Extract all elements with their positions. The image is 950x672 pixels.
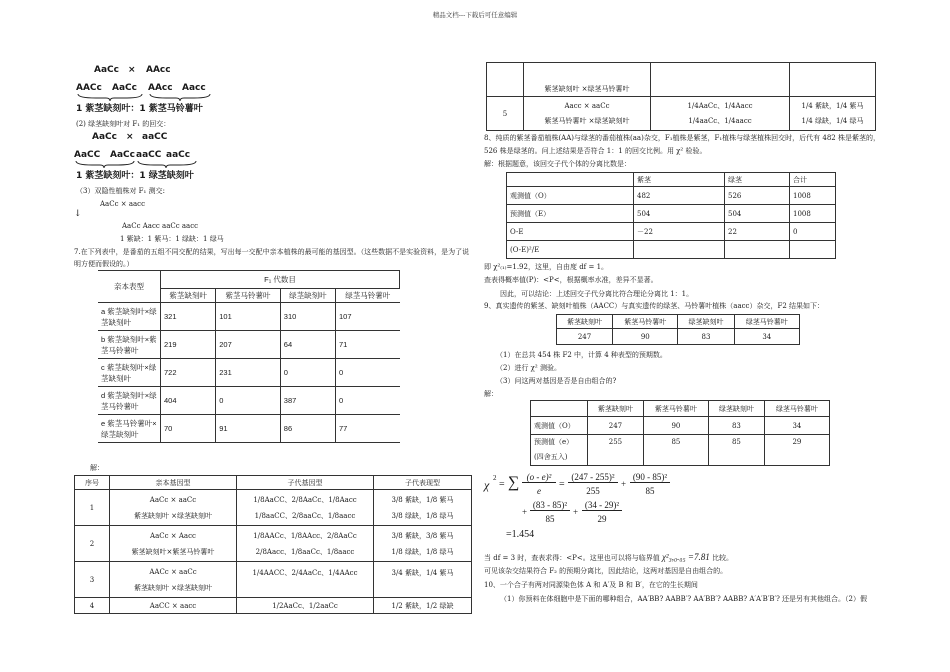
plus-sign-3: + bbox=[573, 507, 579, 517]
t7-cell: 0 bbox=[280, 359, 335, 387]
table-row bbox=[75, 598, 472, 614]
answer-9-label: 解： bbox=[484, 390, 498, 398]
t8-cell: 504 bbox=[725, 205, 790, 223]
table-row bbox=[98, 303, 400, 331]
t7-row-label: d 紫茎缺刻叶×绿茎马铃薯叶 bbox=[98, 387, 161, 415]
table-row bbox=[507, 241, 836, 259]
table-row bbox=[507, 187, 836, 205]
t8-cell: 观测值（O） bbox=[507, 187, 634, 205]
chi-superscript: 2 bbox=[493, 474, 497, 482]
ans-no: 2 bbox=[75, 526, 110, 562]
ans-genotype-line-1: 1/4AACC、2/4AaCc、1/4AAcc bbox=[252, 569, 358, 577]
t7-row-label: a 紫茎缺刻叶×绿茎缺刻叶 bbox=[98, 303, 161, 331]
ans-parent-genotype: AaCc × aaCc bbox=[149, 495, 197, 504]
t9b-cell: 85 bbox=[643, 435, 708, 466]
frac0-denominator: e bbox=[537, 486, 541, 496]
t7-cell: 231 bbox=[216, 359, 281, 387]
ans-genotypes bbox=[237, 562, 374, 598]
t9b-cell: 83 bbox=[708, 417, 764, 435]
answer-table-continued bbox=[486, 62, 876, 131]
t9-cell: 90 bbox=[613, 329, 678, 345]
t9b-cell: 85 bbox=[708, 435, 764, 466]
t8-cell: 预测值（E） bbox=[507, 205, 634, 223]
cross2-parent-2: aaCC bbox=[142, 132, 168, 142]
t7-cell: 70 bbox=[161, 415, 216, 443]
ans-col-4: 子代表现型 bbox=[374, 476, 472, 490]
ans-parent-phenotype: 紫茎缺刻叶×紫茎马铃薯叶 bbox=[131, 547, 215, 556]
cross1-result: 1 紫茎缺刻叶：1 紫茎马铃薯叶 bbox=[76, 104, 203, 114]
frac1-denominator: 255 bbox=[586, 486, 600, 496]
ans-no: 1 bbox=[75, 490, 110, 526]
t9-col-2: 紫茎马铃薯叶 bbox=[613, 315, 678, 329]
table-row bbox=[75, 526, 472, 562]
frac2-denominator: 85 bbox=[645, 486, 655, 496]
t8-cell bbox=[725, 241, 790, 259]
t9b-cell: 34 bbox=[764, 417, 829, 435]
ans-genotype-line-1: 1/2AaCc、1/2aaCc bbox=[237, 598, 374, 614]
ans-parent-genotype: AaCc × Aacc bbox=[150, 531, 196, 540]
cross3-parents: AaCc × aacc bbox=[100, 200, 146, 208]
t7-cell: 77 bbox=[336, 415, 400, 443]
table-row bbox=[75, 562, 472, 598]
ans-phenotype-line-1: 3/8 紫缺，1/8 紫马 bbox=[391, 495, 454, 504]
cross2-times: × bbox=[126, 132, 134, 142]
question-9-part-1: （1）在总共 454 株 F2 中，计算 4 种表型的预期数。 bbox=[496, 351, 667, 359]
ans-genotype-line-2: 1/8aaCC、2/8aaCc、1/8aacc bbox=[254, 511, 356, 520]
t7-cell: 219 bbox=[161, 331, 216, 359]
table-row bbox=[507, 205, 836, 223]
t9-col-1: 紫茎缺刻叶 bbox=[557, 315, 613, 329]
ans-phenotype-line-1: 1/2 紫缺，1/2 绿缺 bbox=[374, 598, 472, 614]
table-row bbox=[531, 435, 830, 466]
ans-genotypes bbox=[237, 490, 374, 526]
cross1-offspring-3: AAcc bbox=[148, 83, 173, 93]
t7-row-label: b 紫茎缺刻叶×紫茎马铃薯叶 bbox=[98, 331, 161, 359]
ans-phenotype-line-1: 1/4 紫缺，1/4 紫马 bbox=[801, 101, 864, 110]
t9-col-4: 绿茎马铃薯叶 bbox=[734, 315, 799, 329]
plus-sign-2: + bbox=[522, 507, 528, 517]
ans-parent-phenotype: 紫茎缺刻叶 ×绿茎马铃薯叶 bbox=[524, 63, 651, 97]
t9-cell: 247 bbox=[557, 329, 613, 345]
conclusion-9: 可见该杂交结果符合 F₂ 的预期分离比，因此结论，这两对基因是自由组合的。 bbox=[484, 567, 728, 575]
df-line-part-2: 比较。 bbox=[711, 554, 733, 562]
t7-cell: 0 bbox=[336, 387, 400, 415]
cross2-result: 1 紫茎缺刻叶：1 绿茎缺刻叶 bbox=[76, 171, 194, 181]
equals-sign: = bbox=[499, 479, 505, 490]
t7-col-1: 紫茎缺刻叶 bbox=[161, 289, 216, 303]
t9b-col-0 bbox=[531, 401, 588, 417]
t9b-label-sub: (四舍五入) bbox=[534, 453, 568, 461]
table-row bbox=[557, 329, 800, 345]
cross3-offspring: AaCc Aacc aaCc aacc bbox=[122, 222, 199, 230]
t8-col-2: 绿茎 bbox=[725, 173, 790, 187]
down-arrow: ↓ bbox=[74, 209, 82, 219]
t9-cell: 34 bbox=[734, 329, 799, 345]
t7-cell: 310 bbox=[280, 303, 335, 331]
question-10-part-1: （1）你预料在体细胞中是下面的哪种组合，AA′BB? AABB′? AA′BB′? AABB? A′A′B′B′? 还是另有其他组合。（2）假 bbox=[500, 595, 868, 603]
t9b-cell: 90 bbox=[643, 417, 708, 435]
ans-phenotypes bbox=[790, 97, 876, 131]
table-row bbox=[487, 97, 876, 131]
question-8-line-3: 解：根据题意，该回交子代个体的分离比数是： bbox=[484, 160, 631, 168]
chi-symbol: χ bbox=[484, 478, 490, 492]
t7-header-parent: 亲本表型 bbox=[98, 271, 161, 303]
cross3-result: 1 紫缺：1 紫马：1 绿缺：1 绿马 bbox=[120, 235, 224, 243]
t7-cell: 0 bbox=[216, 387, 281, 415]
ans-parents bbox=[110, 490, 237, 526]
ans-phenotype-line-2: 1/4 绿缺，1/4 绿马 bbox=[801, 116, 864, 125]
t9b-row-label bbox=[531, 435, 588, 466]
frac4-denominator: 29 bbox=[597, 514, 607, 524]
cross2-offspring-4: aaCc bbox=[166, 150, 191, 160]
answer-label: 解： bbox=[90, 464, 104, 472]
cross2-offspring-2: AaCc bbox=[110, 150, 135, 160]
ans-phenotypes bbox=[374, 526, 472, 562]
table-row bbox=[75, 490, 472, 526]
t7-col-2: 紫茎马铃薯叶 bbox=[216, 289, 281, 303]
t7-cell: 0 bbox=[336, 359, 400, 387]
t9b-col-2: 紫茎马铃薯叶 bbox=[643, 401, 708, 417]
cross2-brace bbox=[74, 160, 204, 168]
t9b-col-1: 紫茎缺刻叶 bbox=[588, 401, 644, 417]
t9-col-3: 绿茎缺刻叶 bbox=[678, 315, 734, 329]
cross1-offspring-2: AaCc bbox=[112, 83, 137, 93]
question-10: 10、一个合子有两对同源染色体 A 和 A′及 B 和 B′，在它的生长期间 bbox=[484, 581, 698, 589]
t8-col-3: 合计 bbox=[790, 173, 836, 187]
table-row bbox=[531, 417, 830, 435]
ans-genotype-line-1: 1/4AaCc、1/4Aacc bbox=[687, 101, 753, 110]
t9-cell: 83 bbox=[678, 329, 734, 345]
table-row bbox=[507, 223, 836, 241]
ans-genotype-line-1: 1/8AaCC、2/8AaCc、1/8Aacc bbox=[253, 495, 357, 504]
t9b-col-4: 绿茎马铃薯叶 bbox=[764, 401, 829, 417]
t7-cell: 86 bbox=[280, 415, 335, 443]
ans-genotype-line-2: 2/8Aacc、1/8aaCc、1/8aacc bbox=[255, 547, 355, 556]
t8-cell: 22 bbox=[725, 223, 790, 241]
cross2-offspring-1: AaCC bbox=[74, 150, 101, 160]
ans-genotypes bbox=[651, 97, 790, 131]
ans-parents bbox=[110, 526, 237, 562]
ans-phenotype-line-2: 3/8 绿缺，1/8 绿马 bbox=[391, 511, 454, 520]
item-2-text: (2) 绿茎缺刻叶对 F₁ 的回交： bbox=[76, 120, 171, 128]
answer-table bbox=[74, 475, 472, 614]
ans-genotype-line-2: 1/4aaCc、1/4aacc bbox=[688, 116, 752, 125]
formula-result: =1.454 bbox=[506, 529, 535, 540]
t9b-col-3: 绿茎缺刻叶 bbox=[708, 401, 764, 417]
ans-no: 4 bbox=[75, 598, 110, 614]
table-row bbox=[98, 359, 400, 387]
t9b-cell: 观测值（O） bbox=[531, 417, 588, 435]
question-9-part-2: （2）进行 χ² 测验。 bbox=[496, 364, 561, 372]
frac4-numerator: (34 - 29)² bbox=[582, 500, 622, 511]
t7-col-4: 绿茎马铃薯叶 bbox=[336, 289, 400, 303]
t8-cell: 0 bbox=[790, 223, 836, 241]
t7-cell: 207 bbox=[216, 331, 281, 359]
t7-cell: 387 bbox=[280, 387, 335, 415]
frac1-numerator: (247 - 255)² bbox=[568, 472, 618, 483]
ans-parents bbox=[110, 562, 237, 598]
question-9-part-3: （3）问这两对基因是否是自由组合的? bbox=[496, 377, 617, 385]
t7-cell: 91 bbox=[216, 415, 281, 443]
t8-cell: 1008 bbox=[790, 187, 836, 205]
t7-row-label: c 紫茎缺刻叶×绿茎缺刻叶 bbox=[98, 359, 161, 387]
item-3-text: （3）双隐性植株对 F₁ 测交: bbox=[76, 187, 165, 195]
cross1-times: × bbox=[128, 65, 136, 75]
ans-genotype-line-1: 1/8AACc、1/8AAcc、2/8AaCc bbox=[253, 531, 357, 540]
probability-line: 查表得概率值(P)：<P<，根据概率水准，差异不显著。 bbox=[484, 276, 658, 284]
t7-cell: 321 bbox=[161, 303, 216, 331]
t7-cell: 71 bbox=[336, 331, 400, 359]
t8-cell: 482 bbox=[634, 187, 725, 205]
frac0-numerator: (o - e)² bbox=[522, 472, 556, 483]
t8-cell: 526 bbox=[725, 187, 790, 205]
ans-phenotypes bbox=[374, 562, 472, 598]
ans-genotypes bbox=[237, 526, 374, 562]
cross2-offspring-3: aaCC bbox=[136, 150, 162, 160]
cross1-brace bbox=[76, 93, 216, 101]
table-9-expected bbox=[530, 400, 830, 466]
table-row bbox=[487, 63, 876, 97]
t8-cell: (O-E)²/E bbox=[507, 241, 634, 259]
t9b-label-main: 预测值（e） bbox=[534, 438, 574, 446]
ans-no: 5 bbox=[487, 97, 524, 131]
ans-phenotype-line-2: 1/8 绿缺，1/8 绿马 bbox=[391, 547, 454, 556]
chi-square-result: 即 χ²₍₁₎=1.92，这里，自由度 df = 1。 bbox=[484, 263, 609, 271]
t7-header-f1: F₁ 代数目 bbox=[161, 271, 400, 289]
t8-cell bbox=[790, 241, 836, 259]
ans-col-3: 子代基因型 bbox=[237, 476, 374, 490]
cross2-parent-1: AaCc bbox=[92, 132, 117, 142]
t9b-cell: 247 bbox=[588, 417, 644, 435]
ans-phenotype-line-1: 3/4 紫缺，1/4 紫马 bbox=[391, 569, 454, 577]
page-header: 精品文档---下载后可任意编辑 bbox=[432, 11, 518, 19]
ans-parent-genotype: AACc × aaCc bbox=[149, 567, 197, 576]
ans-col-1: 序号 bbox=[75, 476, 110, 490]
ans-phenotypes bbox=[374, 490, 472, 526]
question-8-line-2: 526 株是绿茎的。问上述结果是否符合 1：1 的回交比例。用 χ² 检验。 bbox=[484, 147, 707, 155]
ans-parent-phenotype: 紫茎缺刻叶 ×绿茎缺刻叶 bbox=[133, 583, 213, 592]
plus-sign-1: + bbox=[621, 479, 627, 489]
cross1-parent-1: AaCc bbox=[94, 65, 119, 75]
ans-col-2: 亲本基因型 bbox=[110, 476, 237, 490]
question-7-table bbox=[98, 270, 400, 443]
t8-col-1: 紫茎 bbox=[634, 173, 725, 187]
table-8 bbox=[506, 172, 836, 259]
question-9: 9、真实遗传的紫茎、缺刻叶植株（AACC）与真实遗传的绿茎、马铃薯叶植株（aacc）杂交，F2 结果如下： bbox=[484, 302, 824, 310]
frac3-numerator: (83 - 85)² bbox=[530, 500, 570, 511]
table-row bbox=[98, 331, 400, 359]
ans-parent-genotype: Aacc × aaCc bbox=[564, 101, 610, 110]
t8-cell: O-E bbox=[507, 223, 634, 241]
frac2-numerator: (90 - 85)² bbox=[630, 472, 670, 483]
conclusion-8: 因此，可以结论：上述回交子代分离比符合理论分离比 1：1。 bbox=[500, 290, 694, 298]
t7-cell: 107 bbox=[336, 303, 400, 331]
t7-cell: 722 bbox=[161, 359, 216, 387]
t8-cell bbox=[634, 241, 725, 259]
sum-symbol: ∑ bbox=[508, 474, 520, 491]
t7-row-label: e 紫茎马铃薯叶×绿茎缺刻叶 bbox=[98, 415, 161, 443]
ans-phenotype-line-1: 3/8 紫缺，3/8 紫马 bbox=[391, 531, 454, 540]
df-line-part-1: 当 df = 3 时，查表求得：<P<。这里也可以将与临界值 bbox=[484, 554, 660, 562]
table-row bbox=[98, 415, 400, 443]
t8-cell: －22 bbox=[634, 223, 725, 241]
cross1-offspring-4: Aacc bbox=[182, 83, 206, 93]
ans-parent-phenotype: 紫茎马铃薯叶 ×绿茎缺刻叶 bbox=[544, 116, 630, 125]
frac3-denominator: 85 bbox=[545, 514, 555, 524]
table-row bbox=[98, 387, 400, 415]
t8-cell: 1008 bbox=[790, 205, 836, 223]
t9b-cell: 29 bbox=[764, 435, 829, 466]
df-line bbox=[484, 552, 733, 563]
ans-parents bbox=[524, 97, 651, 131]
ans-parent-genotype: AaCC × aacc bbox=[110, 598, 237, 614]
question-7: 7.在下列表中，是番茄的五组不同交配的结果，写出每一交配中亲本植株的最可能的基因型。（这些数据不是实验资料，是为了说明方便而假设的。） bbox=[74, 248, 470, 268]
cross1-offspring-1: AACc bbox=[76, 83, 102, 93]
t7-col-3: 绿茎缺刻叶 bbox=[280, 289, 335, 303]
t7-cell: 404 bbox=[161, 387, 216, 415]
critical-value: χ²₃,₀.₀₅ =7.81 bbox=[661, 552, 710, 562]
table-9 bbox=[556, 314, 800, 345]
t9b-cell: 255 bbox=[588, 435, 644, 466]
t8-col-0 bbox=[507, 173, 634, 187]
ans-no: 3 bbox=[75, 562, 110, 598]
t8-cell: 504 bbox=[634, 205, 725, 223]
cross1-parent-2: AAcc bbox=[146, 65, 171, 75]
ans-parent-phenotype: 紫茎缺刻叶 ×绿茎缺刻叶 bbox=[133, 511, 213, 520]
question-8-line-1: 8、纯质的紫茎番茄植株(AA)与绿茎的番茄植株(aa)杂交，F₁植株是紫茎，F₁植株与绿茎植株回交时，后代有 482 株是紫茎的， bbox=[484, 134, 880, 142]
t7-cell: 64 bbox=[280, 331, 335, 359]
t7-cell: 101 bbox=[216, 303, 281, 331]
equals-sign-2: = bbox=[559, 479, 565, 490]
